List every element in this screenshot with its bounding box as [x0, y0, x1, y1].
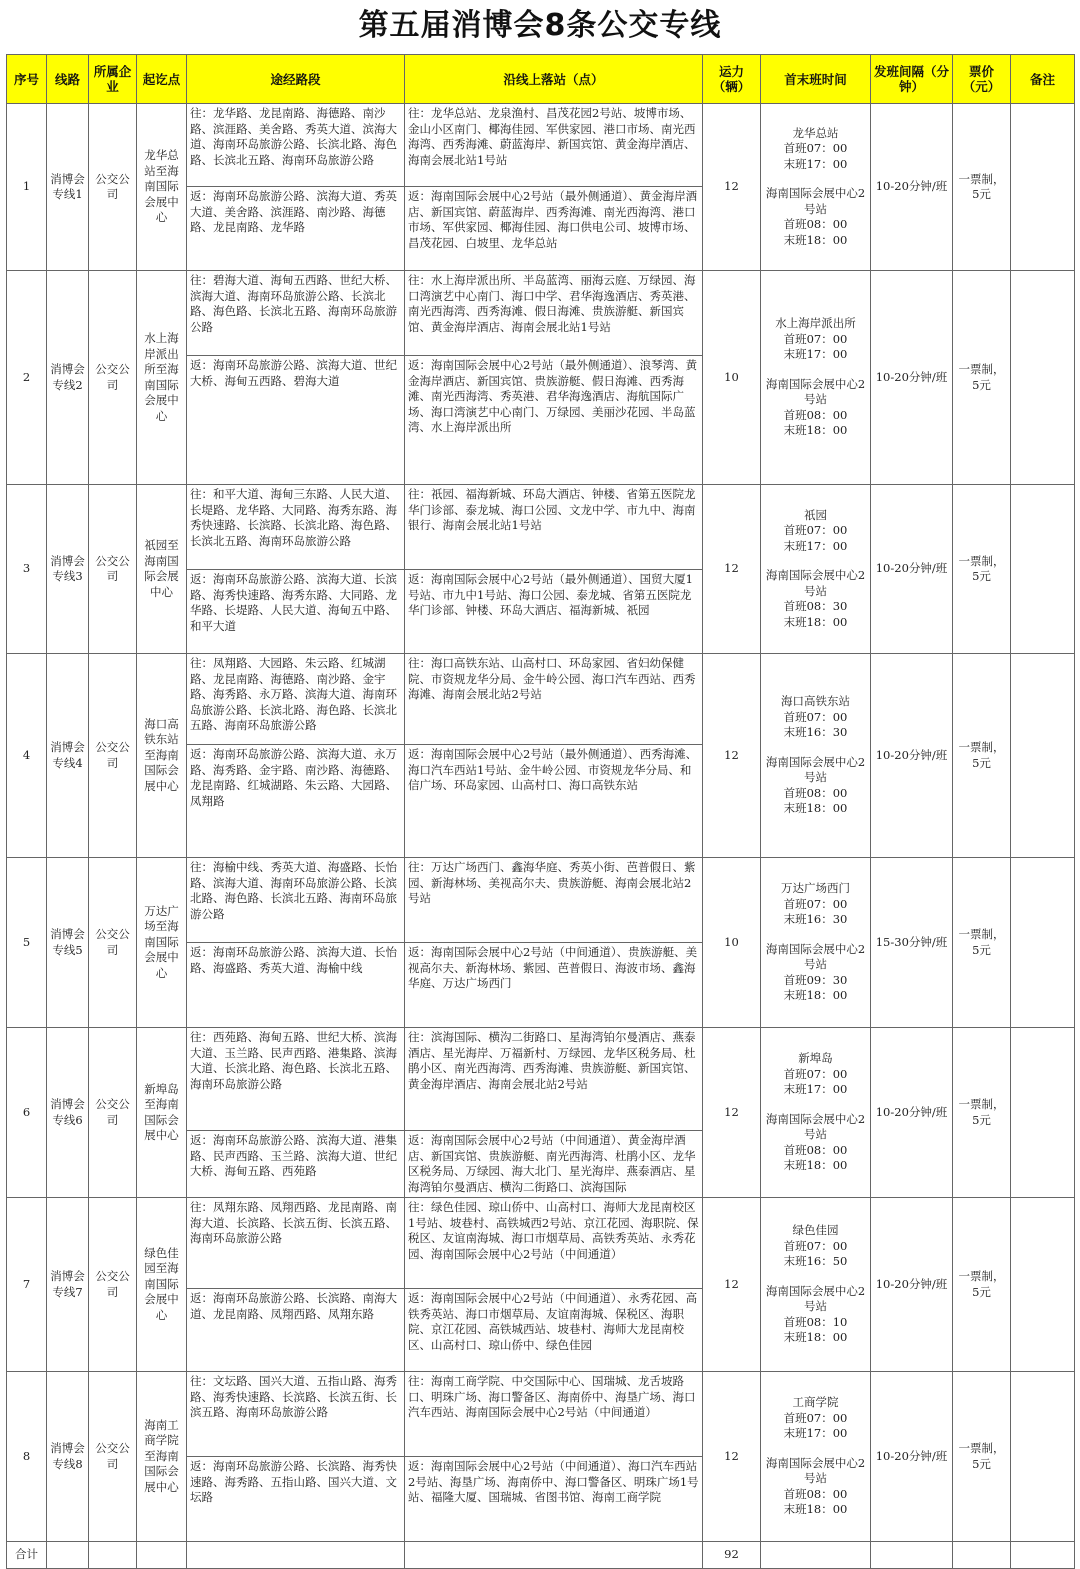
header-capacity: 运力（辆） [703, 55, 761, 104]
line-company: 公交公司 [89, 485, 137, 654]
total-empty [89, 1542, 137, 1569]
first-bus-time: 首班07：00 [783, 523, 848, 538]
route-return: 返：海南环岛旅游公路、滨海大道、长怡路、海盛路、秀英大道、海榆中线 [187, 943, 405, 1028]
line-capacity: 12 [703, 104, 761, 271]
last-bus-time: 末班16：30 [783, 725, 848, 740]
times-gap [764, 363, 867, 377]
route-return: 返：海南环岛旅游公路、滨海大道、长滨路、海秀快速路、海秀东路、大同路、龙华路、长堤路、人民大道、海甸五中路、和平大道 [187, 570, 405, 654]
header-company: 所属企业 [89, 55, 137, 104]
line-times [761, 654, 871, 858]
first-bus-time: 首班08：00 [783, 217, 848, 232]
line-times [761, 1028, 871, 1198]
route-return: 返：海南环岛旅游公路、长滨路、海秀快速路、海秀路、五指山路、国兴大道、文坛路 [187, 1457, 405, 1542]
line-fare: 一票制，5元 [953, 654, 1011, 858]
last-bus-time: 末班16：50 [783, 1254, 848, 1269]
line-fare: 一票制，5元 [953, 858, 1011, 1028]
line-times [761, 858, 871, 1028]
line-company: 公交公司 [89, 104, 137, 271]
line-capacity: 12 [703, 654, 761, 858]
terminal-name: 海南国际会展中心2号站 [765, 1283, 866, 1314]
route-outbound: 往：凤翔路、大园路、朱云路、红城湖路、龙昆南路、海德路、南沙路、金宇路、海秀路、永万路、滨海大道、海南环岛旅游公路、长滨北路、海色路、长滨北五路、海南环岛旅游公路 [187, 654, 405, 745]
line-interval: 10-20分钟/班 [871, 1372, 953, 1542]
last-bus-time: 末班18：00 [783, 1330, 848, 1345]
line-company: 公交公司 [89, 654, 137, 858]
table-row [7, 1372, 1075, 1457]
route-outbound: 往：文坛路、国兴大道、五指山路、海秀路、海秀快速路、长滨路、长滨五街、长滨五路、海南环岛旅游公路 [187, 1372, 405, 1457]
header-fare: 票价（元） [953, 55, 1011, 104]
total-empty [871, 1542, 953, 1569]
line-endpoints: 海南工商学院至海南国际会展中心 [137, 1372, 187, 1542]
route-outbound: 往：海榆中线、秀英大道、海盛路、长怡路、滨海大道、海南环岛旅游公路、长滨北路、海色路、长滨北五路、海南环岛旅游公路 [187, 858, 405, 943]
first-bus-time: 首班07：00 [783, 1066, 848, 1081]
total-empty [187, 1542, 405, 1569]
table-row [7, 858, 1075, 943]
line-endpoints: 万达广场至海南国际会展中心 [137, 858, 187, 1028]
line-remark [1011, 1198, 1075, 1372]
line-times [761, 271, 871, 485]
line-times [761, 485, 871, 654]
first-bus-time: 首班08：00 [783, 407, 848, 422]
header-times: 首末班时间 [761, 55, 871, 104]
last-bus-time: 末班17：00 [783, 347, 848, 362]
times-gap [764, 1270, 867, 1284]
line-fare: 一票制，5元 [953, 1198, 1011, 1372]
last-bus-time: 末班18：00 [783, 1502, 848, 1517]
route-return: 返：海南环岛旅游公路、滨海大道、永万路、海秀路、金宇路、南沙路、海德路、龙昆南路、红城湖路、朱云路、大园路、凤翔路 [187, 745, 405, 858]
first-bus-time: 首班07：00 [783, 1238, 848, 1253]
stops-outbound: 往：龙华总站、龙泉渔村、昌茂花园2号站、坡博市场、金山小区南门、椰海佳园、军供家园、港口市场、南光西海湾、西秀海滩、蔚蓝海岸、新国宾馆、黄金海岸酒店、海南会展北站1号站 [405, 104, 703, 187]
line-endpoints: 龙华总站至海南国际会展中心 [137, 104, 187, 271]
first-bus-time: 首班08：30 [783, 599, 848, 614]
terminal-name: 海南国际会展中心2号站 [765, 754, 866, 785]
total-empty [953, 1542, 1011, 1569]
line-name: 消博会专线7 [47, 1198, 89, 1372]
line-endpoints: 祇园至海南国际会展中心 [137, 485, 187, 654]
terminal-name: 海口高铁东站 [781, 694, 850, 709]
last-bus-time: 末班16：30 [783, 912, 848, 927]
line-endpoints: 水上海岸派出所至海南国际会展中心 [137, 271, 187, 485]
line-endpoints: 绿色佳园至海南国际会展中心 [137, 1198, 187, 1372]
line-interval: 10-20分钟/班 [871, 104, 953, 271]
line-name: 消博会专线4 [47, 654, 89, 858]
line-name: 消博会专线1 [47, 104, 89, 271]
line-company: 公交公司 [89, 1198, 137, 1372]
terminal-name: 新埠岛 [798, 1051, 833, 1066]
terminal-name: 海南国际会展中心2号站 [765, 376, 866, 407]
line-name: 消博会专线3 [47, 485, 89, 654]
route-outbound: 往：碧海大道、海甸五西路、世纪大桥、滨海大道、海南环岛旅游公路、长滨北路、海色路、长滨北五路、海南环岛旅游公路 [187, 271, 405, 356]
line-fare: 一票制，5元 [953, 271, 1011, 485]
times-gap [764, 1442, 867, 1456]
stops-outbound: 往：海口高铁东站、山高村口、环岛家园、省妇幼保健院、市资规龙华分局、金牛岭公园、海口汽车西站、西秀海滩、海南会展北站2号站 [405, 654, 703, 745]
line-remark [1011, 1372, 1075, 1542]
line-company: 公交公司 [89, 1028, 137, 1198]
times-gap [764, 1098, 867, 1112]
table-row [7, 271, 1075, 356]
header-endpoints: 起讫点 [137, 55, 187, 104]
header-route: 途经路段 [187, 55, 405, 104]
first-bus-time: 首班07：00 [783, 1410, 848, 1425]
stops-return: 返：海南国际会展中心2号站（最外侧通道）、浪琴湾、黄金海岸酒店、新国宾馆、贵族游艇、假日海滩、西秀海滩、南光西海湾、秀英港、君华海逸酒店、海航国际广场、海口湾演艺中心南门、万绿园、美丽沙花园、半岛蓝湾、水上海岸派出所 [405, 356, 703, 485]
line-interval: 10-20分钟/班 [871, 654, 953, 858]
stops-return: 返：海南国际会展中心2号站（最外侧通道）、国贸大厦1号站、市九中1号站、海口公园、泰龙城、省第五医院龙华门诊部、钟楼、环岛大酒店、福海新城、祇园 [405, 570, 703, 654]
last-bus-time: 末班17：00 [783, 1426, 848, 1441]
stops-outbound: 往：万达广场西门、鑫海华庭、秀英小街、芭普假日、紫园、新海林场、美视高尔夫、贵族游艇、海南会展北站2号站 [405, 858, 703, 943]
terminal-name: 祇园 [804, 507, 827, 522]
stops-outbound: 往：水上海岸派出所、半岛蓝湾、丽海云庭、万绿园、海口湾演艺中心南门、海口中学、君华海逸酒店、秀英港、南光西海湾、西秀海滩、假日海滩、贵族游艇、新国宾馆、黄金海岸酒店、海南会展北站1号站 [405, 271, 703, 356]
last-bus-time: 末班17：00 [783, 1082, 848, 1097]
line-interval: 10-20分钟/班 [871, 271, 953, 485]
total-empty [761, 1542, 871, 1569]
table-header-row [7, 55, 1075, 104]
stops-return: 返：海南国际会展中心2号站（中间通道）、永秀花园、高铁秀英站、海口市烟草局、友谊南海城、保税区、海职院、京江花园、高铁城西站、坡巷村、海师大龙昆南校区、山高村口、琼山侨中、绿色佳园 [405, 1289, 703, 1372]
line-fare: 一票制，5元 [953, 1028, 1011, 1198]
header-interval: 发班间隔（分钟） [871, 55, 953, 104]
line-interval: 10-20分钟/班 [871, 1198, 953, 1372]
route-return: 返：海南环岛旅游公路、滨海大道、港集路、民声西路、玉兰路、滨海大道、世纪大桥、海甸五路、西苑路 [187, 1131, 405, 1198]
line-interval: 10-20分钟/班 [871, 1028, 953, 1198]
times-gap [764, 554, 867, 568]
route-return: 返：海南环岛旅游公路、长滨路、南海大道、龙昆南路、凤翔西路、凤翔东路 [187, 1289, 405, 1372]
line-name: 消博会专线5 [47, 858, 89, 1028]
route-outbound: 往：凤翔东路、凤翔西路、龙昆南路、南海大道、长滨路、长滨五街、长滨五路、海南环岛旅游公路 [187, 1198, 405, 1289]
last-bus-time: 末班17：00 [783, 156, 848, 171]
line-remark [1011, 654, 1075, 858]
line-fare: 一票制，5元 [953, 1372, 1011, 1542]
first-bus-time: 首班07：00 [783, 331, 848, 346]
line-seq: 5 [7, 858, 47, 1028]
line-times [761, 1198, 871, 1372]
line-company: 公交公司 [89, 271, 137, 485]
line-capacity: 12 [703, 1028, 761, 1198]
line-seq: 3 [7, 485, 47, 654]
last-bus-time: 末班18：00 [783, 1158, 848, 1173]
first-bus-time: 首班07：00 [783, 709, 848, 724]
stops-return: 返：海南国际会展中心2号站（最外侧通道）、西秀海滩、海口汽车西站1号站、金牛岭公园、市资规龙华分局、和信广场、环岛家园、山高村口、海口高铁东站 [405, 745, 703, 858]
total-row [7, 1542, 1075, 1569]
last-bus-time: 末班18：00 [783, 423, 848, 438]
header-remark: 备注 [1011, 55, 1075, 104]
last-bus-time: 末班18：00 [783, 614, 848, 629]
line-company: 公交公司 [89, 858, 137, 1028]
route-return: 返：海南环岛旅游公路、滨海大道、秀英大道、美舍路、滨涯路、南沙路、海德路、龙昆南路、龙华路 [187, 187, 405, 271]
last-bus-time: 末班18：00 [783, 801, 848, 816]
line-seq: 8 [7, 1372, 47, 1542]
terminal-name: 海南国际会展中心2号站 [765, 941, 866, 972]
total-empty [1011, 1542, 1075, 1569]
line-remark [1011, 858, 1075, 1028]
line-endpoints: 海口高铁东站至海南国际会展中心 [137, 654, 187, 858]
line-name: 消博会专线8 [47, 1372, 89, 1542]
header-stops: 沿线上落站（点） [405, 55, 703, 104]
terminal-name: 海南国际会展中心2号站 [765, 568, 866, 598]
terminal-name: 海南国际会展中心2号站 [765, 1455, 866, 1486]
line-interval: 15-30分钟/班 [871, 858, 953, 1028]
route-outbound: 往：和平大道、海甸三东路、人民大道、长堤路、龙华路、大同路、海秀东路、海秀快速路、长滨路、长滨北路、海色路、长滨北五路、海南环岛旅游公路 [187, 485, 405, 570]
line-seq: 2 [7, 271, 47, 485]
route-return: 返：海南环岛旅游公路、滨海大道、世纪大桥、海甸五西路、碧海大道 [187, 356, 405, 485]
table-row [7, 654, 1075, 745]
line-company: 公交公司 [89, 1372, 137, 1542]
page-title: 第五届消博会8条公交专线 [358, 8, 722, 43]
times-gap [764, 172, 867, 186]
table-row [7, 1198, 1075, 1289]
line-capacity: 12 [703, 1198, 761, 1372]
total-empty [405, 1542, 703, 1569]
table-row [7, 1028, 1075, 1131]
terminal-name: 绿色佳园 [792, 1223, 839, 1238]
terminal-name: 海南国际会展中心2号站 [765, 186, 866, 216]
header-line: 线路 [47, 55, 89, 104]
route-outbound: 往：龙华路、龙昆南路、海德路、南沙路、滨涯路、美舍路、秀英大道、滨海大道、海南环岛旅游公路、长滨北路、海色路、长滨北五路、海南环岛旅游公路 [187, 104, 405, 187]
first-bus-time: 首班08：00 [783, 1142, 848, 1157]
total-empty [47, 1542, 89, 1569]
terminal-name: 工商学院 [792, 1395, 839, 1410]
times-gap [764, 741, 867, 755]
line-capacity: 10 [703, 271, 761, 485]
last-bus-time: 末班18：00 [783, 988, 848, 1003]
total-empty [137, 1542, 187, 1569]
terminal-name: 海南国际会展中心2号站 [765, 1111, 866, 1142]
stops-return: 返：海南国际会展中心2号站（中间通道）、贵族游艇、美视高尔夫、新海林场、紫园、芭普假日、海波市场、鑫海华庭、万达广场西门 [405, 943, 703, 1028]
line-seq: 1 [7, 104, 47, 271]
times-gap [764, 928, 867, 942]
line-remark [1011, 485, 1075, 654]
first-bus-time: 首班07：00 [783, 896, 848, 911]
first-bus-time: 首班08：10 [783, 1314, 848, 1329]
stops-outbound: 往：海南工商学院、中交国际中心、国瑞城、龙舌坡路口、明珠广场、海口警备区、海南侨中、海垦广场、海口汽车西站、海南国际会展中心2号站（中间通道） [405, 1372, 703, 1457]
stops-return: 返：海南国际会展中心2号站（中间通道）、海口汽车西站2号站、海垦广场、海南侨中、海口警备区、明珠广场1号站、福隆大厦、国瑞城、省图书馆、海南工商学院 [405, 1457, 703, 1542]
table-row [7, 104, 1075, 187]
first-bus-time: 首班08：00 [783, 785, 848, 800]
terminal-name: 水上海岸派出所 [775, 316, 856, 331]
line-capacity: 12 [703, 485, 761, 654]
line-endpoints: 新埠岛至海南国际会展中心 [137, 1028, 187, 1198]
last-bus-time: 末班18：00 [783, 232, 848, 247]
line-remark [1011, 1028, 1075, 1198]
bus-lines-table [6, 54, 1075, 1569]
first-bus-time: 首班09：30 [783, 972, 848, 987]
line-remark [1011, 104, 1075, 271]
total-label: 合计 [7, 1542, 47, 1569]
line-seq: 6 [7, 1028, 47, 1198]
line-seq: 7 [7, 1198, 47, 1372]
line-times [761, 1372, 871, 1542]
line-fare: 一票制，5元 [953, 485, 1011, 654]
stops-outbound: 往：祇园、福海新城、环岛大酒店、钟楼、省第五医院龙华门诊部、泰龙城、海口公园、文龙中学、市九中、海南银行、海南会展北站1号站 [405, 485, 703, 570]
terminal-name: 万达广场西门 [781, 881, 850, 896]
line-capacity: 10 [703, 858, 761, 1028]
line-name: 消博会专线2 [47, 271, 89, 485]
line-capacity: 12 [703, 1372, 761, 1542]
line-interval: 10-20分钟/班 [871, 485, 953, 654]
last-bus-time: 末班17：00 [783, 538, 848, 553]
first-bus-time: 首班08：00 [783, 1486, 848, 1501]
terminal-name: 龙华总站 [792, 125, 839, 140]
line-name: 消博会专线6 [47, 1028, 89, 1198]
line-seq: 4 [7, 654, 47, 858]
stops-return: 返：海南国际会展中心2号站（最外侧通道）、黄金海岸酒店、新国宾馆、蔚蓝海岸、西秀海滩、南光西海湾、港口市场、军供家园、椰海佳园、海口供电公司、坡博市场、昌茂花园、白坡里、龙华总站 [405, 187, 703, 271]
table-row [7, 485, 1075, 570]
stops-outbound: 往：滨海国际、横沟二街路口、星海湾铂尔曼酒店、燕泰酒店、星光海岸、万福新村、万绿园、龙华区税务局、杜鹃小区、南光西海湾、西秀海滩、贵族游艇、新国宾馆、黄金海岸酒店、海南会展北站2号站 [405, 1028, 703, 1131]
total-capacity: 92 [703, 1542, 761, 1569]
route-outbound: 往：西苑路、海甸五路、世纪大桥、滨海大道、玉兰路、民声西路、港集路、滨海大道、长滨北路、海色路、长滨北五路、海南环岛旅游公路 [187, 1028, 405, 1131]
line-times [761, 104, 871, 271]
line-fare: 一票制，5元 [953, 104, 1011, 271]
stops-outbound: 往：绿色佳园、琼山侨中、山高村口、海师大龙昆南校区1号站、坡巷村、高铁城西2号站、京江花园、海职院、保税区、友谊南海城、海口市烟草局、高铁秀英站、永秀花园、海南国际会展中心2号站（中间通道） [405, 1198, 703, 1289]
line-remark [1011, 271, 1075, 485]
stops-return: 返：海南国际会展中心2号站（中间通道）、黄金海岸酒店、新国宾馆、贵族游艇、南光西海湾、杜鹃小区、龙华区税务局、万绿园、海大北门、星光海岸、燕泰酒店、星海湾铂尔曼酒店、横沟二街路口、滨海国际 [405, 1131, 703, 1198]
header-seq: 序号 [7, 55, 47, 104]
first-bus-time: 首班07：00 [783, 141, 848, 156]
